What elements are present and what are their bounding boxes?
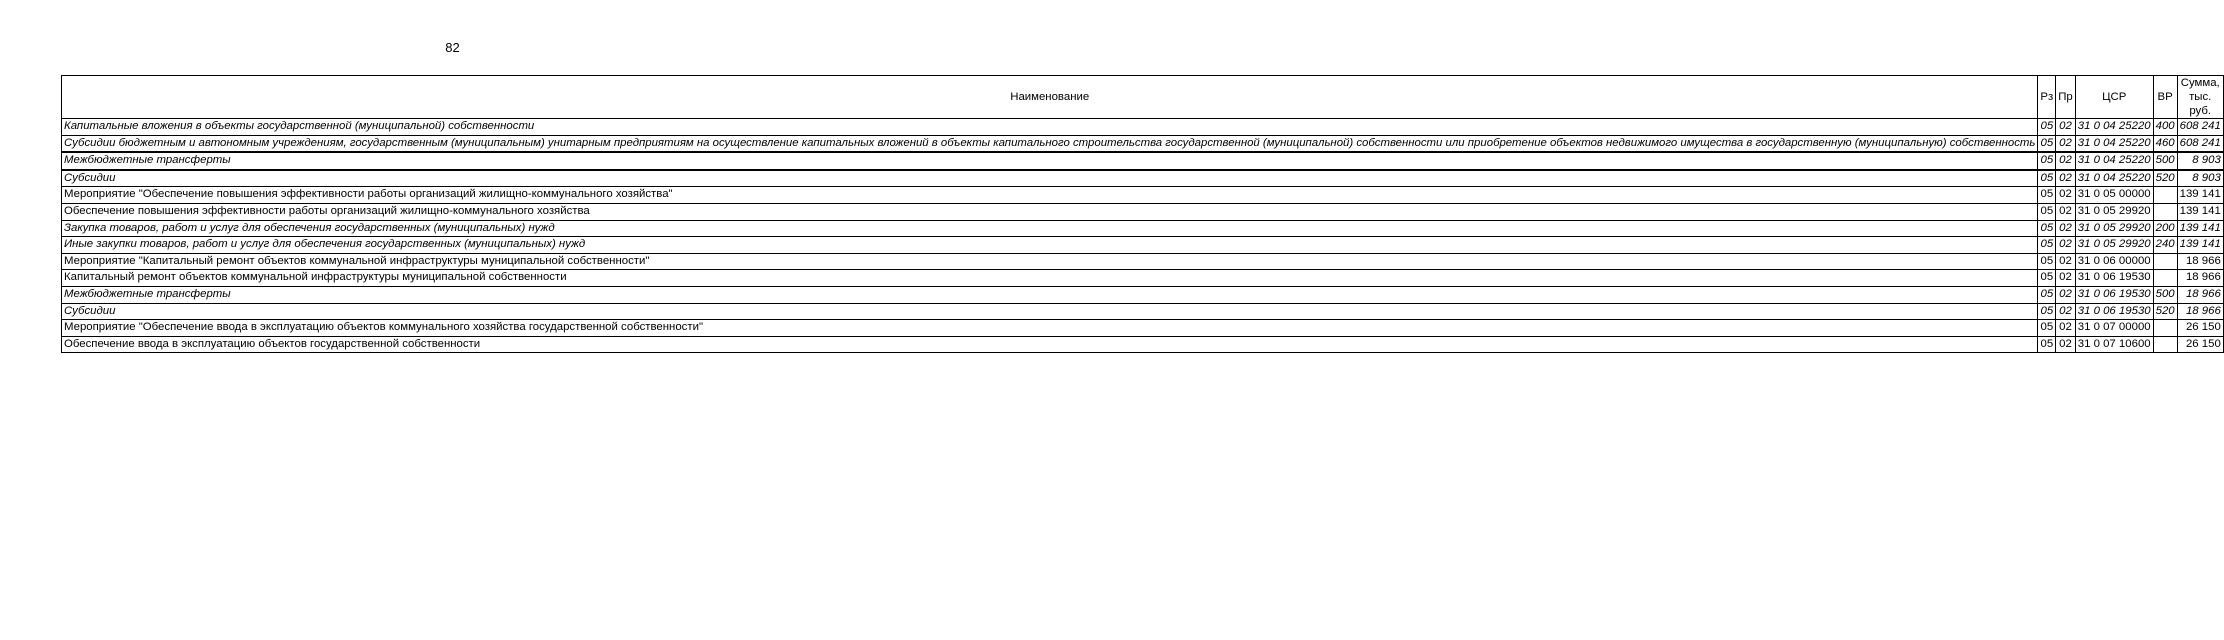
cell-csr: 31 0 04 25220 (2075, 152, 2153, 170)
cell-rz: 05 (2038, 170, 2056, 187)
cell-csr: 31 0 06 00000 (2075, 253, 2153, 270)
cell-name: Субсидии (62, 170, 2038, 187)
table-row (62, 135, 2224, 152)
cell-csr: 31 0 05 29920 (2075, 220, 2153, 237)
cell-csr: 31 0 05 29920 (2075, 203, 2153, 220)
cell-csr: 31 0 06 19530 (2075, 270, 2153, 287)
cell-pr: 02 (2056, 220, 2076, 237)
cell-csr: 31 0 04 25220 (2075, 135, 2153, 152)
cell-name: Обеспечение ввода в эксплуатацию объектов государственной собственности (62, 336, 2038, 353)
table-row (62, 187, 2224, 204)
header-sum (2177, 76, 2223, 119)
cell-vr: 460 (2153, 135, 2177, 152)
table-row (62, 237, 2224, 254)
cell-pr: 02 (2056, 286, 2076, 303)
cell-sum: 18 966 (2177, 270, 2223, 287)
cell-rz: 05 (2038, 286, 2056, 303)
table-row (62, 220, 2224, 237)
cell-sum: 8 903 (2177, 170, 2223, 187)
cell-sum: 8 903 (2177, 152, 2223, 170)
cell-sum: 18 966 (2177, 286, 2223, 303)
cell-name: Капитальный ремонт объектов коммунальной инфраструктуры муниципальной собственности (62, 270, 2038, 287)
table-row (62, 303, 2224, 320)
cell-name: Субсидии (62, 303, 2038, 320)
cell-pr: 02 (2056, 170, 2076, 187)
cell-csr: 31 0 04 25220 (2075, 119, 2153, 136)
cell-rz: 05 (2038, 203, 2056, 220)
cell-sum: 139 141 (2177, 220, 2223, 237)
table-row (62, 320, 2224, 337)
cell-rz: 05 (2038, 253, 2056, 270)
cell-name: Иные закупки товаров, работ и услуг для обеспечения государственных (муниципальных) нужд (62, 237, 2038, 254)
cell-vr (2153, 336, 2177, 353)
cell-pr: 02 (2056, 152, 2076, 170)
table-header (62, 76, 2224, 119)
cell-csr: 31 0 05 29920 (2075, 237, 2153, 254)
cell-pr: 02 (2056, 203, 2076, 220)
table-row (62, 336, 2224, 353)
cell-pr: 02 (2056, 187, 2076, 204)
cell-vr (2153, 187, 2177, 204)
cell-vr: 520 (2153, 170, 2177, 187)
cell-sum: 139 141 (2177, 187, 2223, 204)
header-sum-line1: Сумма, (2180, 77, 2220, 89)
cell-rz: 05 (2038, 303, 2056, 320)
cell-name: Мероприятие "Обеспечение ввода в эксплуатацию объектов коммунального хозяйства государственной собственности" (62, 320, 2038, 337)
cell-vr: 520 (2153, 303, 2177, 320)
header-csr: ЦСР (2075, 76, 2153, 119)
cell-vr: 400 (2153, 119, 2177, 136)
cell-pr: 02 (2056, 303, 2076, 320)
header-name: Наименование (62, 76, 2038, 119)
cell-pr: 02 (2056, 135, 2076, 152)
table-row (62, 170, 2224, 187)
table-row (62, 253, 2224, 270)
cell-name: Капитальные вложения в объекты государственной (муниципальной) собственности (62, 119, 2038, 136)
cell-sum: 18 966 (2177, 253, 2223, 270)
page-number: 82 (445, 40, 460, 55)
header-sum-line2: тыс. руб. (2189, 91, 2212, 117)
cell-vr: 500 (2153, 286, 2177, 303)
cell-rz: 05 (2038, 320, 2056, 337)
table-row (62, 286, 2224, 303)
cell-sum: 18 966 (2177, 303, 2223, 320)
header-vr: ВР (2153, 76, 2177, 119)
header-row (62, 76, 2224, 119)
table-row (62, 270, 2224, 287)
cell-rz: 05 (2038, 237, 2056, 254)
cell-name: Субсидии бюджетным и автономным учреждениям, государственным (муниципальным) унитарным предприятиям на осуществление капитальных вложений в объекты капитального строительства государственной (муниципальной) собственности или приобретение объектов недвижимого имущества в государственную (муниципальную) собственность (62, 135, 2038, 152)
cell-sum: 139 141 (2177, 203, 2223, 220)
cell-vr: 240 (2153, 237, 2177, 254)
header-pr: Пр (2056, 76, 2076, 119)
cell-csr: 31 0 07 10600 (2075, 336, 2153, 353)
cell-vr (2153, 320, 2177, 337)
cell-csr: 31 0 06 19530 (2075, 286, 2153, 303)
cell-pr: 02 (2056, 320, 2076, 337)
cell-sum: 26 150 (2177, 320, 2223, 337)
cell-sum: 26 150 (2177, 336, 2223, 353)
cell-pr: 02 (2056, 237, 2076, 254)
cell-name: Обеспечение повышения эффективности работы организаций жилищно-коммунального хозяйства (62, 203, 2038, 220)
table-row (62, 152, 2224, 170)
cell-rz: 05 (2038, 187, 2056, 204)
cell-pr: 02 (2056, 119, 2076, 136)
cell-csr: 31 0 05 00000 (2075, 187, 2153, 204)
cell-vr: 200 (2153, 220, 2177, 237)
cell-sum: 139 141 (2177, 237, 2223, 254)
cell-rz: 05 (2038, 152, 2056, 170)
budget-table (61, 75, 2224, 353)
cell-vr: 500 (2153, 152, 2177, 170)
cell-pr: 02 (2056, 253, 2076, 270)
cell-csr: 31 0 04 25220 (2075, 170, 2153, 187)
cell-name: Мероприятие "Капитальный ремонт объектов коммунальной инфраструктуры муниципальной собственности" (62, 253, 2038, 270)
cell-rz: 05 (2038, 135, 2056, 152)
cell-pr: 02 (2056, 270, 2076, 287)
cell-rz: 05 (2038, 119, 2056, 136)
table-row (62, 119, 2224, 136)
cell-sum: 608 241 (2177, 135, 2223, 152)
table-body (62, 119, 2224, 353)
cell-vr (2153, 270, 2177, 287)
cell-rz: 05 (2038, 270, 2056, 287)
cell-csr: 31 0 06 19530 (2075, 303, 2153, 320)
cell-name: Закупка товаров, работ и услуг для обеспечения государственных (муниципальных) нужд (62, 220, 2038, 237)
cell-pr: 02 (2056, 336, 2076, 353)
cell-rz: 05 (2038, 220, 2056, 237)
table-row (62, 203, 2224, 220)
cell-vr (2153, 253, 2177, 270)
cell-vr (2153, 203, 2177, 220)
header-rz: Рз (2038, 76, 2056, 119)
cell-rz: 05 (2038, 336, 2056, 353)
cell-name: Мероприятие "Обеспечение повышения эффективности работы организаций жилищно-коммунального хозяйства" (62, 187, 2038, 204)
cell-name: Межбюджетные трансферты (62, 152, 2038, 170)
cell-sum: 608 241 (2177, 119, 2223, 136)
cell-csr: 31 0 07 00000 (2075, 320, 2153, 337)
cell-name: Межбюджетные трансферты (62, 286, 2038, 303)
